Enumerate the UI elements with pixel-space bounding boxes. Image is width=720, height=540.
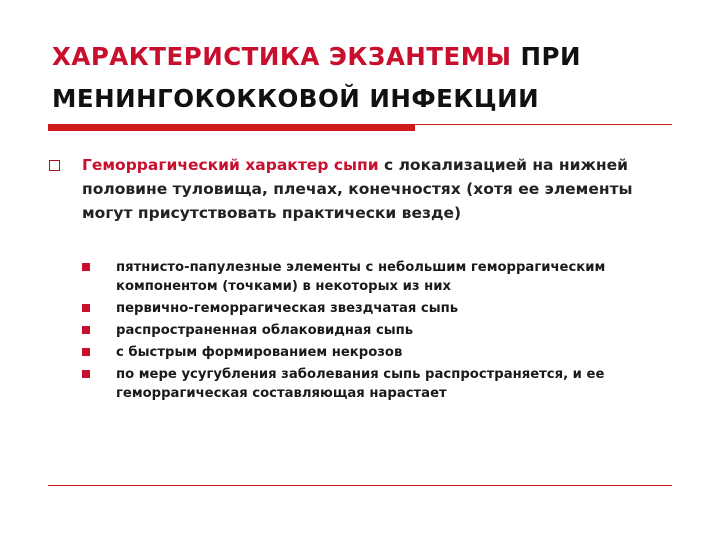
- title-underline-thin: [415, 124, 672, 125]
- list-item: [82, 299, 672, 318]
- filled-square-bullet-icon: [82, 263, 90, 271]
- filled-square-bullet-icon: [82, 304, 90, 312]
- list-item: [82, 343, 672, 362]
- filled-square-bullet-icon: [82, 370, 90, 378]
- filled-square-bullet-icon: [82, 348, 90, 356]
- main-bullet-accent: Геморрагический характер сыпи: [82, 156, 379, 174]
- list-item-label: первично-геморрагическая звездчатая сыпь: [116, 301, 459, 316]
- main-bullet-text: [82, 153, 682, 225]
- filled-square-bullet-icon: [82, 326, 90, 334]
- slide-title: [52, 36, 692, 120]
- sub-bullet-list: [82, 258, 672, 406]
- hollow-square-bullet-icon: [49, 160, 60, 171]
- title-line2: МЕНИНГОКОККОВОЙ ИНФЕКЦИИ: [52, 84, 540, 113]
- list-item-label: распространенная облаковидная сыпь: [116, 323, 414, 338]
- list-item-label: по мере усугубления заболевания сыпь распространяется, и ее геморрагическая составляющая нарастает: [116, 367, 605, 401]
- list-item-label: с быстрым формированием некрозов: [116, 345, 403, 360]
- list-item: [82, 365, 672, 403]
- title-underline-thick: [48, 124, 415, 131]
- title-accent: ХАРАКТЕРИСТИКА ЭКЗАНТЕМЫ: [52, 42, 512, 71]
- list-item: [82, 258, 672, 296]
- bottom-divider: [48, 485, 672, 486]
- title-rest-line1: ПРИ: [511, 42, 582, 71]
- list-item: [82, 321, 672, 340]
- main-bullet-rest: с локализацией на нижней половине туловища, плечах, конечностях (хотя ее элементы могут присутствовать практически везде): [82, 156, 633, 222]
- list-item-label: пятнисто-папулезные элементы с небольшим геморрагическим компонентом (точками) в некоторых из них: [116, 260, 606, 294]
